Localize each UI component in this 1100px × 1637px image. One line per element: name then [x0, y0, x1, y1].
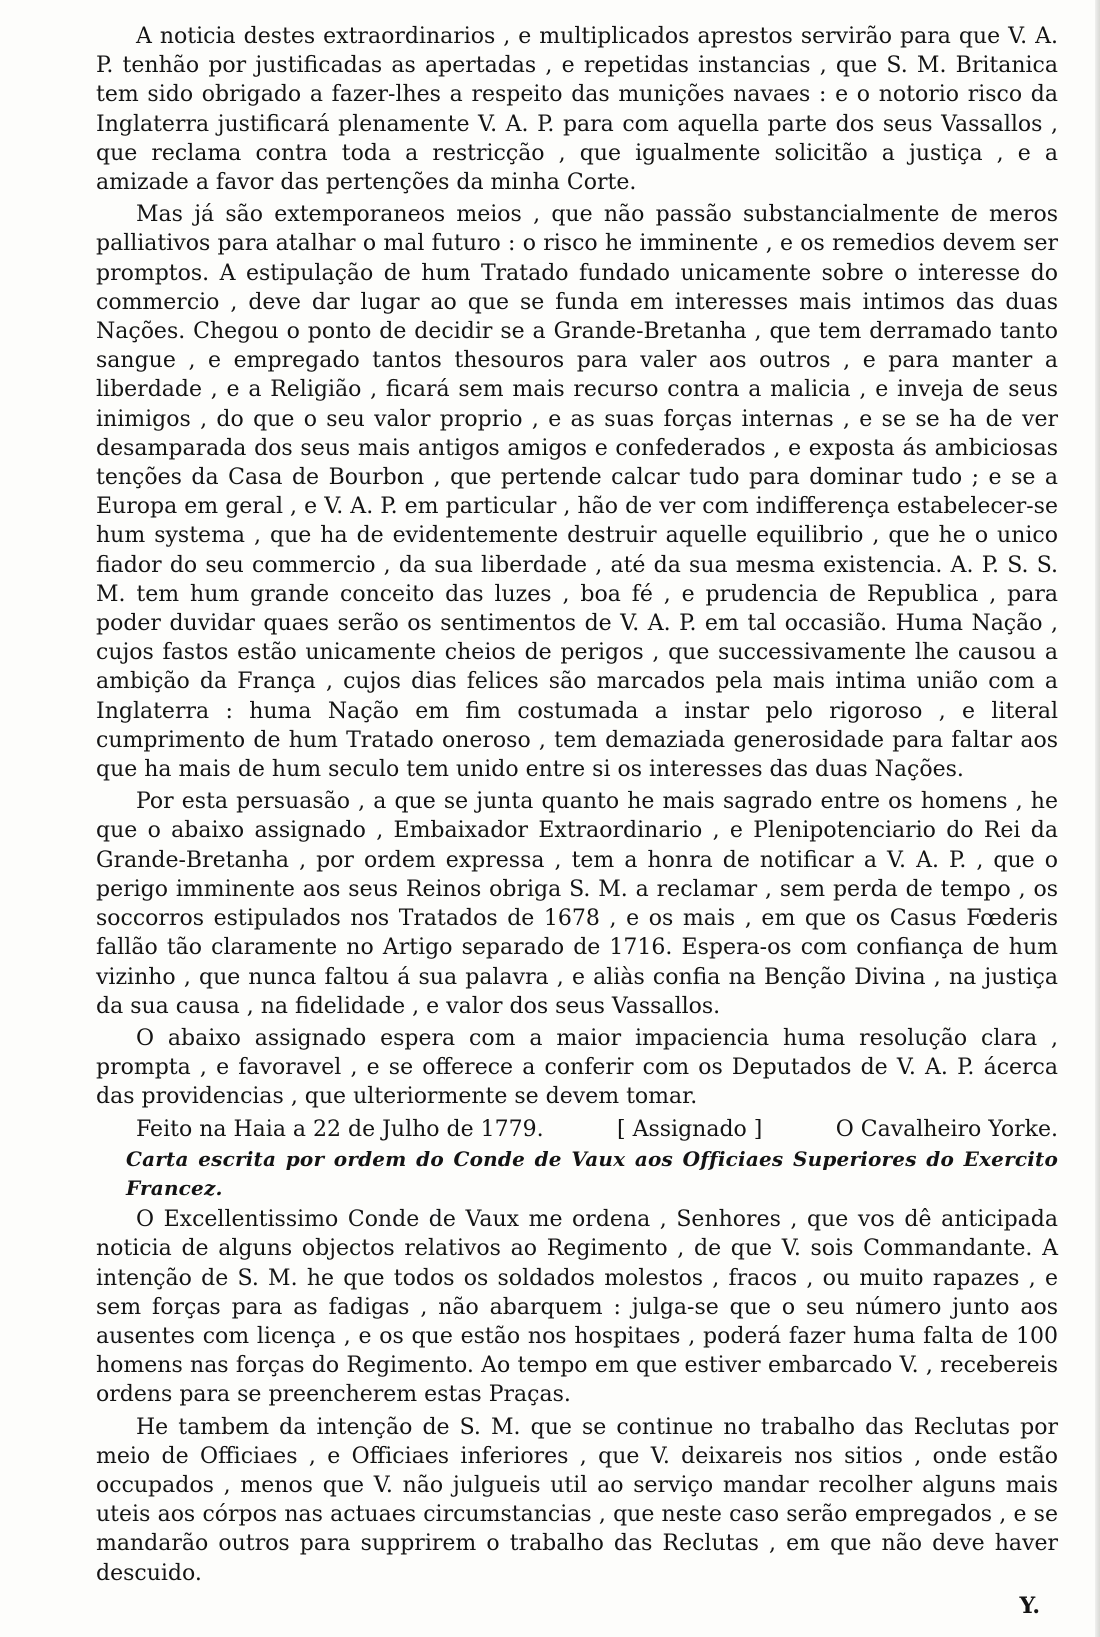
place-date: Feito na Haia a 22 de Julho de 1779. [136, 1116, 544, 1142]
signed-marker: [ Assignado ] [617, 1116, 763, 1142]
catchword: Y. [1019, 1592, 1040, 1619]
paragraph-3: Por esta persuasão , a que se junta quanto he mais sagrado entre os homens , he que o abaixo assignado , Embaixador Extraordinario , e Plenipotenciario do Rei da Grande-Bretanha , por ordem expressa , tem a honra de notificar a V. A. P. , que o perigo imminente aos seus Reinos obriga S. M. a reclamar , sem perda de tempo , os soccorros estipulados nos Tratados de 1678 , e os mais , em que os Casus Fœderis fallão tão claramente no Artigo separado de 1716. Espera-os com confiança de hum vizinho , que nunca faltou á sua palavra , e aliàs confia na Benção Divina , na justiça da sua causa , na fidelidade , e valor dos seus Vassallos. [96, 789, 1058, 1019]
signature-line [96, 1115, 1058, 1144]
signer-name: O Cavalheiro Yorke. [835, 1116, 1058, 1142]
paragraph-1: A noticia destes extraordinarios , e multiplicados aprestos servirão para que V. A. P. tenhão por justificadas as apertadas , e repetidas instancias , que S. M. Britanica tem sido obrigado a fazer-lhes a respeito das munições navaes : e o notorio risco da Inglaterra justificará plenamente V. A. P. para com aquella parte dos seus Vassallos , que reclama contra toda a restricção , que igualmente solicitão a justiça , e a amizade a favor das pertenções da minha Corte. [96, 24, 1058, 196]
page-edge-shadow [1095, 0, 1100, 1637]
paragraph-2: Mas já são extemporaneos meios , que não passão substancialmente de meros palliativos para atalhar o mal futuro : o risco he imminente , e os remedios devem ser promptos. A estipulação de hum Tratado fundado unicamente sobre o interesse do commercio , deve dar lugar ao que se funda em interesses mais intimos das duas Nações. Chegou o ponto de decidir se a Grande-Bretanha , que tem derramado tanto sangue , e empregado tantos thesouros para valer aos outros , e para manter a liberdade , e a Religião , ficará sem mais recurso contra a malicia , e inveja de seus inimigos , do que o seu valor proprio , e as suas forças internas , e se se ha de ver desamparada dos seus mais antigos amigos e confederados , e exposta ás ambiciosas tenções da Casa de Bourbon , que pertende calcar tudo para dominar tudo ; e se a Europa em geral , e V. A. P. em particular , hão de ver com indifferença estabelecer-se hum systema , que ha de evidentemente destruir aquelle equilibrio , que he o unico fiador do seu commercio , da sua liberdade , até da sua mesma existencia. A. P. S. S. M. tem hum grande conceito das luzes , boa fé , e prudencia de Republica , para poder duvidar quaes serão os sentimentos de V. A. P. em tal occasião. Huma Nação , cujos fastos estão unicamente cheios de perigos , que successivamente lhe causou a ambição da França , cujos dias felices são marcados pela mais intima união com a Inglaterra : huma Nação em fim costumada a instar pelo rigoroso , e literal cumprimento de hum Tratado oneroso , tem demaziada generosidade para faltar aos que ha mais de hum seculo tem unido entre si os interesses das duas Nações. [96, 202, 1058, 783]
paragraph-4: O abaixo assignado espera com a maior impaciencia huma resolução clara , prompta , e favoravel , e se offerece a conferir com os Deputados de V. A. P. ácerca das providencias , que ulteriormente se devem tomar. [96, 1025, 1058, 1110]
letter-paragraph-2: He tambem da intenção de S. M. que se continue no trabalho das Reclutas por meio de Officiaes , e Officiaes inferiores , que V. deixareis nos sitios , onde estão occupados , menos que V. não julgueis util ao serviço mandar recolher alguns mais uteis aos córpos nas actuaes circumstancias , que neste caso serão empregados , e se mandarão outros para supprirem o trabalho das Reclutas , em que não deve haver descuido. [96, 1414, 1058, 1586]
letter-heading: Carta escrita por ordem do Conde de Vaux aos Officiaes Superiores do Exercito Francez. [126, 1146, 1058, 1200]
letter-paragraph-1: O Excellentissimo Conde de Vaux me ordena , Senhores , que vos dê anticipada noticia de alguns objectos relativos ao Regimento , de que V. sois Commandante. A intenção de S. M. he que todos os soldados molestos , fracos , ou muito rapazes , e sem forças para as fadigas , não abarquem : julga-se que o seu número junto aos ausentes com licença , e os que estão nos hospitaes , poderá fazer huma falta de 100 homens nas forças do Regimento. Ao tempo em que estiver embarcado V. , recebereis ordens para se preencherem estas Praças. [96, 1207, 1058, 1408]
document-text [96, 22, 1058, 1621]
